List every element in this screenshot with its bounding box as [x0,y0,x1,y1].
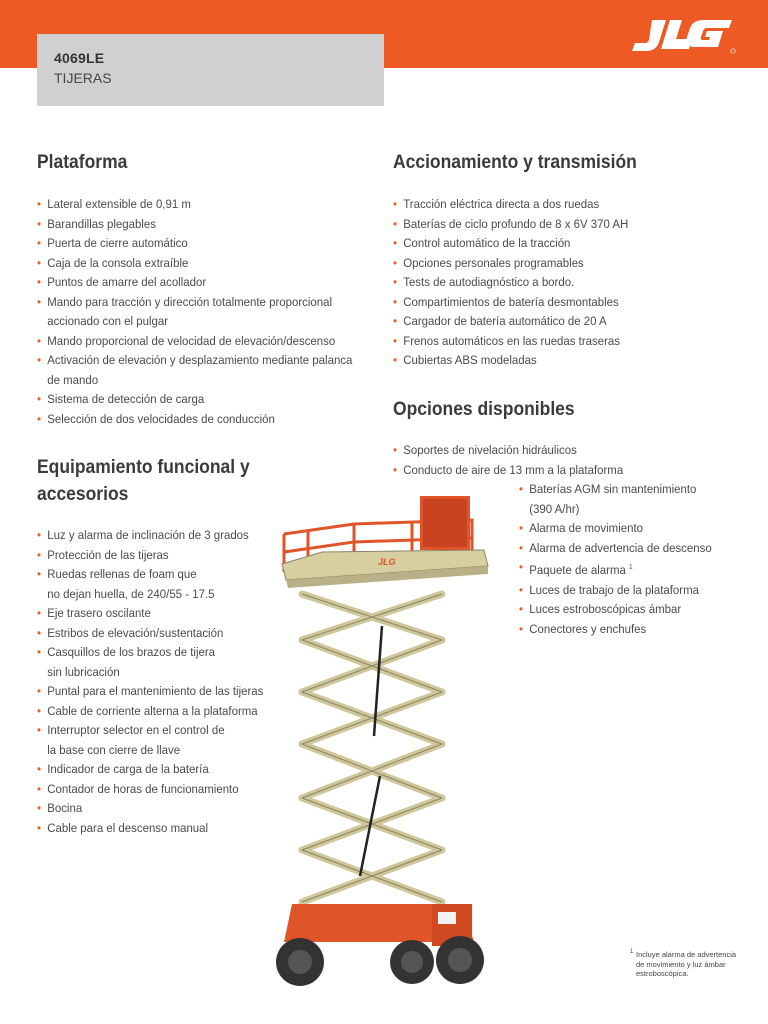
equipamiento-list [37,526,280,838]
opciones-item-text-cont: (390 A/hr) [529,501,580,516]
equipamiento-item [37,546,263,566]
equipamiento-item [37,799,263,819]
model-name: 4069LE [54,50,105,66]
equipamiento-item [37,643,263,682]
equipamiento-item-text: Protección de las tijeras [47,547,169,562]
accionamiento-item [393,293,628,313]
equipamiento-item-text: Cable de corriente alterna a la plataforma [47,703,258,718]
accionamiento-item-text: Tracción eléctrica directa a dos ruedas [403,197,600,211]
model-type: TIJERAS [54,70,112,86]
plataforma-item-text: Puntos de amarre del acollador [47,275,207,289]
equipamiento-item-text: Interruptor selector en el control de [47,723,225,737]
plataforma-item [37,254,352,274]
footnote-reference: 1 [629,564,633,571]
model-box [37,34,384,106]
accionamiento-item [393,234,628,254]
plataforma-item-text: Mando para tracción y dirección totalmente proporcional [47,294,333,309]
equipamiento-item-text: Contador de horas de funcionamiento [47,781,239,796]
scissor-arms [302,594,442,902]
equipamiento-item [37,780,263,800]
plataforma-item [37,410,352,430]
opciones-item-text: Luces de trabajo de la plataforma [529,582,699,597]
opciones-item-text: Alarma de movimiento [529,521,644,535]
plataforma-item-text: Caja de la consola extraíble [47,255,189,270]
opciones-item-text: Paquete de alarma [529,563,626,578]
equipamiento-heading-line2: accesorios [37,484,129,505]
accionamiento-item [393,254,628,274]
plataforma-item-text-cont: accionado con el pulgar [47,314,169,328]
jlg-logo [626,14,738,56]
footnote-text: Incluye alarma de advertencia de movimiento y luz ámbar estroboscópica. [636,950,737,978]
plataforma-item-text: Selección de dos velocidades de conducción [47,411,275,426]
accionamiento-item [393,312,628,332]
accionamiento-item [393,215,628,235]
equipamiento-item-text-cont: la base con cierre de llave [47,742,181,757]
plataforma-item [37,351,352,390]
plataforma-item [37,195,352,215]
plataforma-item [37,273,352,293]
opciones-item [519,519,712,539]
accionamiento-item [393,273,628,293]
accionamiento-item-text: Cargador de batería automático de 20 A [403,314,607,328]
equipamiento-item-text: Eje trasero oscilante [47,606,151,620]
opciones-item [519,581,712,601]
opciones-item-text: Luces estroboscópicas ámbar [529,602,682,617]
equipamiento-item-text: Luz y alarma de inclinación de 3 grados [47,528,249,542]
plataforma-item-text-cont: de mando [47,372,99,387]
equipamiento-item [37,702,263,722]
scissor-lift-image [262,476,517,996]
equipamiento-item-text: Estribos de elevación/sustentación [47,625,224,640]
equipamiento-item [37,604,263,624]
equipamiento-heading-line1: Equipamiento funcional y [37,457,250,478]
accionamiento-item-text: Frenos automáticos en las ruedas traseras [403,333,620,348]
plataforma-item-text: Sistema de detección de carga [47,392,205,406]
accionamiento-heading: Accionamiento y transmisión [393,152,637,173]
accionamiento-item [393,195,628,215]
equipamiento-item [37,721,263,760]
opciones-item-text: Soportes de nivelación hidráulicos [403,443,577,457]
plataforma-heading: Plataforma [37,152,128,173]
opciones-item [519,558,712,581]
accionamiento-list [393,195,646,371]
equipamiento-item [37,526,263,546]
opciones-item [519,480,712,519]
plataforma-item [37,332,352,352]
accionamiento-item [393,351,628,371]
accionamiento-item-text: Tests de autodiagnóstico a bordo. [403,275,575,289]
opciones-item [519,539,712,559]
equipamiento-item [37,760,263,780]
opciones-item-text: Conectores y enchufes [529,621,647,636]
equipamiento-item [37,565,263,604]
equipamiento-item-text: Bocina [47,801,83,815]
plataforma-item [37,215,352,235]
opciones-list-side [519,480,726,639]
opciones-item [519,620,712,640]
accionamiento-item-text: Opciones personales programables [403,255,584,270]
accionamiento-item-text: Cubiertas ABS modeladas [403,353,537,367]
accionamiento-item [393,332,628,352]
plataforma-item [37,390,352,410]
accionamiento-item-text: Compartimientos de batería desmontables [403,294,619,309]
footnote-mark: 1 [630,949,634,955]
plataforma-item [37,234,352,254]
plataforma-item-text: Activación de elevación y desplazamiento mediante palanca [47,353,353,367]
accionamiento-item-text: Baterías de ciclo profundo de 8 x 6V 370 AH [403,216,629,231]
plataforma-item-text: Mando proporcional de velocidad de elevación/descenso [47,333,336,348]
equipamiento-item-text-cont: no dejan huella, de 240/55 - 17.5 [47,586,215,601]
equipamiento-item-text: Casquillos de los brazos de tijera [47,645,216,659]
opciones-item-text: Alarma de advertencia de descenso [529,540,712,555]
equipamiento-item-text: Indicador de carga de la batería [47,762,209,776]
equipamiento-item [37,819,263,839]
equipamiento-heading [37,454,250,508]
equipamiento-item-text: Ruedas rellenas de foam que [47,567,197,581]
plataforma-list [37,195,376,429]
opciones-heading: Opciones disponibles [393,399,575,420]
accionamiento-item-text: Control automático de la tracción [403,236,571,250]
equipamiento-item-text: Puntal para el mantenimiento de las tijeras [47,684,264,698]
opciones-item [519,600,712,620]
equipamiento-item-text: Cable para el descenso manual [47,820,209,835]
equipamiento-item-text-cont: sin lubricación [47,664,120,679]
equipamiento-item [37,624,263,644]
equipamiento-item [37,682,263,702]
opciones-list-top [393,441,641,480]
plataforma-item [37,293,352,332]
plataforma-item-text: Lateral extensible de 0,91 m [47,197,191,211]
plataforma-item-text: Barandillas plegables [47,216,156,231]
opciones-item-text: Conducto de aire de 13 mm a la plataforma [403,462,624,477]
footnote [630,950,740,979]
plataforma-item-text: Puerta de cierre automático [47,236,188,250]
opciones-item-text: Baterías AGM sin mantenimiento [529,482,697,496]
platform-brand-label: JLG [378,557,396,567]
opciones-item [393,441,623,461]
